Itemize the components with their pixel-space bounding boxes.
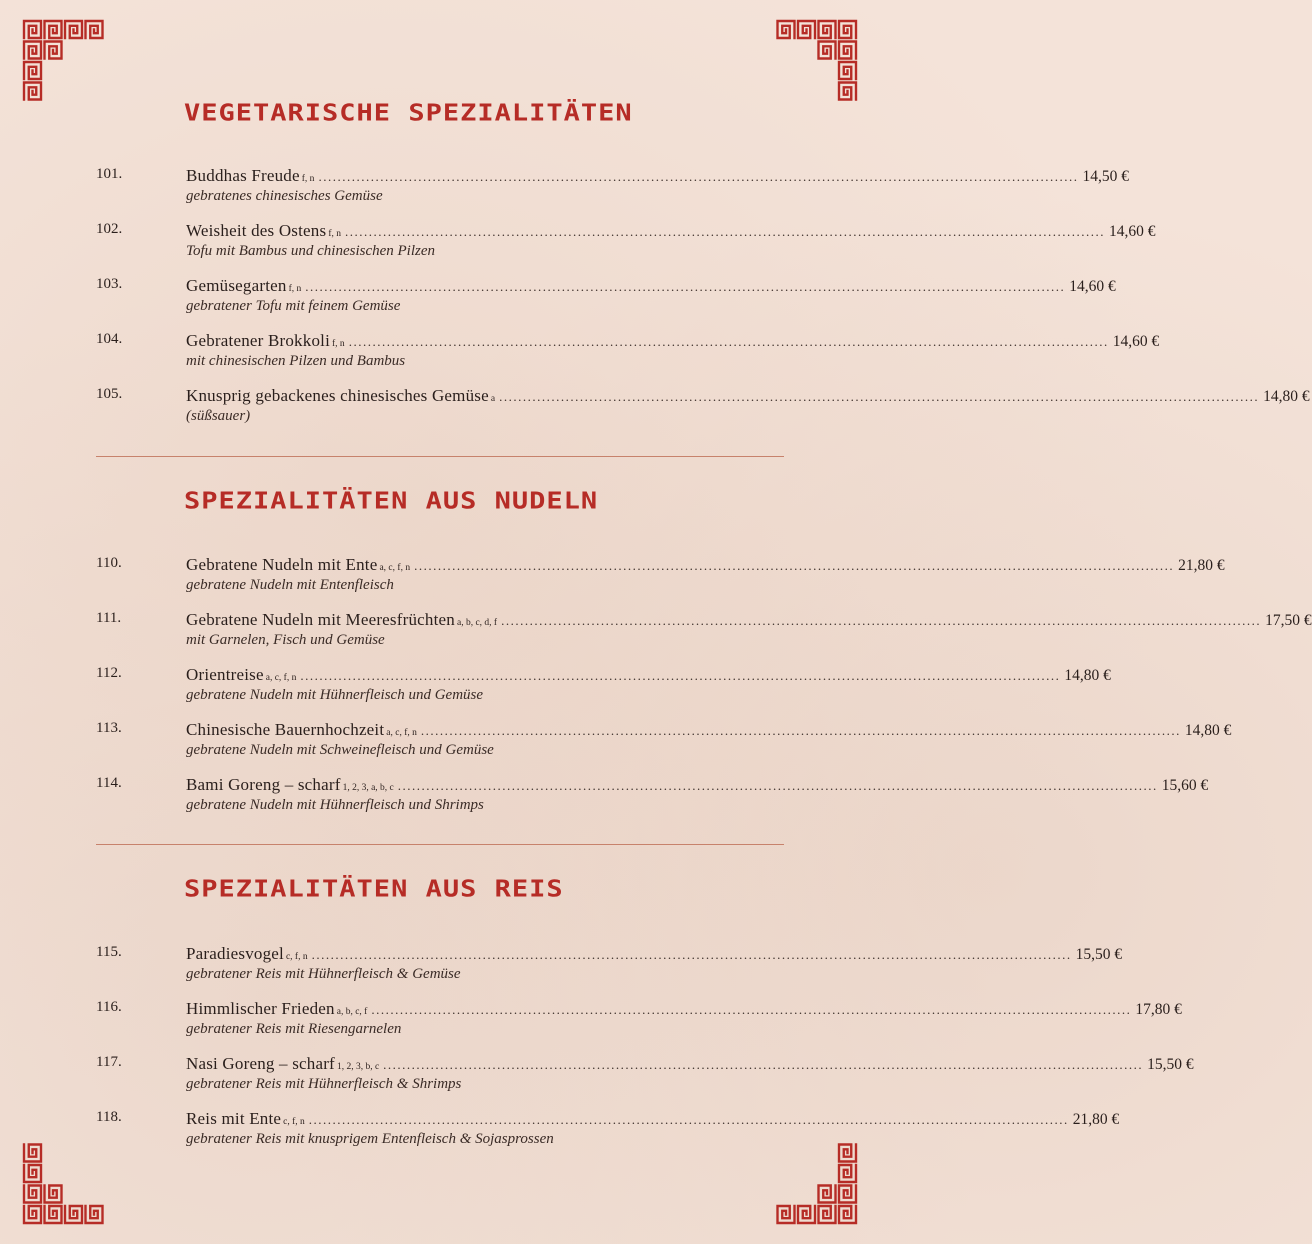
item-number: 114. [96, 775, 122, 791]
item-name: Orientreise [186, 665, 264, 684]
item-line: Himmlischer Frieden a, b, c, f ................................................................................................................................................................ 17,80 € [186, 999, 1182, 1018]
menu-item [96, 1109, 1120, 1164]
dot-leader: ................................................................................................................................................................ [318, 169, 1079, 184]
menu-section-vegetarian [96, 166, 1310, 441]
item-line: Gebratene Nudeln mit Meeresfrüchten a, b, c, d, f ................................................................................................................................................................ 17,50 € [186, 610, 1312, 629]
item-name: Gebratene Nudeln mit Ente [186, 555, 378, 574]
item-line: Buddhas Freude f, n ................................................................................................................................................................ 14,50 € [186, 166, 1129, 185]
item-price: 14,60 € [1108, 223, 1156, 240]
section-title-noodles: SPEZIALITÄTEN AUS NUDELN [184, 488, 599, 515]
item-name: Bami Goreng – scharf [186, 775, 341, 794]
menu-item [96, 775, 1209, 830]
item-line: Gebratene Nudeln mit Ente a, c, f, n ................................................................................................................................................................ 21,80 € [186, 555, 1225, 574]
item-description: gebratener Reis mit Hühnerfleisch & Gemüse [186, 966, 461, 982]
dot-leader: ................................................................................................................................................................ [305, 279, 1066, 294]
item-number: 104. [96, 331, 123, 347]
dot-leader: ................................................................................................................................................................ [300, 668, 1061, 683]
item-number: 102. [96, 221, 123, 237]
item-line: Bami Goreng – scharf 1, 2, 3, a, b, c ................................................................................................................................................................ 15,60 € [186, 775, 1209, 794]
item-name: Himmlischer Frieden [186, 999, 335, 1018]
item-number: 116. [96, 999, 122, 1015]
dot-leader: ................................................................................................................................................................ [348, 334, 1109, 349]
item-price: 14,80 € [1064, 667, 1111, 684]
dot-leader: ................................................................................................................................................................ [501, 613, 1262, 628]
item-description: gebratener Reis mit knusprigem Entenfleisch & Sojasprossen [186, 1131, 554, 1147]
item-number: 118. [96, 1109, 122, 1125]
greek-key-icon [776, 1143, 858, 1225]
menu-item [96, 610, 1312, 665]
dot-leader: ................................................................................................................................................................ [344, 224, 1105, 239]
item-name: Gebratene Nudeln mit Meeresfrüchten [186, 610, 455, 629]
item-price: 21,80 € [1178, 557, 1225, 574]
item-description: gebratener Tofu mit feinem Gemüse [186, 298, 401, 314]
item-price: 17,80 € [1135, 1001, 1182, 1018]
item-name: Knusprig gebackenes chinesisches Gemüse [186, 386, 489, 405]
item-number: 103. [96, 276, 123, 292]
dot-leader: ................................................................................................................................................................ [383, 1057, 1144, 1072]
item-price: 15,50 € [1075, 946, 1123, 963]
item-price: 17,50 € [1265, 612, 1312, 629]
menu-item [96, 331, 1160, 386]
item-number: 105. [96, 386, 123, 402]
item-line: Knusprig gebackenes chinesisches Gemüse a ................................................................................................................................................................ 14,80 € [186, 386, 1310, 405]
item-price: 14,50 € [1082, 168, 1129, 185]
item-description: gebratene Nudeln mit Entenfleisch [186, 577, 394, 593]
menu-item [96, 944, 1123, 999]
menu-item [96, 386, 1310, 441]
item-name: Paradiesvogel [186, 944, 284, 963]
item-number: 112. [96, 665, 122, 681]
section-title-rice: SPEZIALITÄTEN AUS REIS [184, 876, 564, 903]
item-line: Gemüsegarten f, n ................................................................................................................................................................ 14,60 € [186, 276, 1116, 295]
dot-leader: ................................................................................................................................................................ [420, 723, 1181, 738]
item-description: gebratener Reis mit Hühnerfleisch & Shrimps [186, 1076, 462, 1092]
section-title-vegetarian: VEGETARISCHE SPEZIALITÄTEN [184, 100, 633, 127]
dot-leader: ................................................................................................................................................................ [499, 389, 1260, 404]
dot-leader: ................................................................................................................................................................ [311, 947, 1072, 962]
item-number: 101. [96, 166, 123, 182]
item-name: Buddhas Freude [186, 166, 300, 185]
item-line: Paradiesvogel c, f, n ................................................................................................................................................................ 15,50 € [186, 944, 1123, 963]
item-name: Reis mit Ente [186, 1109, 282, 1128]
dot-leader: ................................................................................................................................................................ [371, 1002, 1132, 1017]
menu-item [96, 221, 1156, 276]
menu-item [96, 555, 1225, 610]
item-price: 14,60 € [1112, 333, 1160, 350]
greek-key-icon [22, 19, 104, 101]
item-description: mit Garnelen, Fisch und Gemüse [186, 632, 385, 648]
dot-leader: ................................................................................................................................................................ [414, 558, 1175, 573]
section-divider [96, 844, 784, 845]
item-number: 115. [96, 944, 122, 960]
dot-leader: ................................................................................................................................................................ [397, 778, 1158, 793]
item-description: mit chinesischen Pilzen und Bambus [186, 353, 406, 369]
item-name: Chinesische Bauernhochzeit [186, 720, 385, 739]
item-description: gebratenes chinesisches Gemüse [186, 188, 383, 204]
item-number: 110. [96, 555, 122, 571]
item-description: Tofu mit Bambus und chinesischen Pilzen [186, 243, 436, 259]
item-number: 117. [96, 1054, 122, 1070]
menu-item [96, 1054, 1194, 1109]
greek-key-icon [776, 19, 858, 101]
item-price: 14,80 € [1263, 388, 1310, 405]
menu-item [96, 166, 1129, 221]
item-description: gebratene Nudeln mit Hühnerfleisch und Shrimps [186, 797, 484, 813]
menu-item [96, 665, 1111, 720]
menu-item [96, 999, 1182, 1054]
item-line: Gebratener Brokkoli f, n ................................................................................................................................................................ 14,60 € [186, 331, 1160, 350]
item-line: Nasi Goreng – scharf 1, 2, 3, b, c ................................................................................................................................................................ 15,50 € [186, 1054, 1194, 1073]
item-line: Orientreise a, c, f, n ................................................................................................................................................................ 14,80 € [186, 665, 1111, 684]
item-name: Weisheit des Ostens [186, 221, 327, 240]
menu-section-noodles [96, 555, 1312, 830]
item-number: 111. [96, 610, 122, 626]
item-line: Weisheit des Ostens f, n ................................................................................................................................................................ 14,60 € [186, 221, 1156, 240]
greek-key-icon [22, 1143, 104, 1225]
item-name: Gemüsegarten [186, 276, 287, 295]
menu-item [96, 720, 1232, 775]
item-price: 14,60 € [1069, 278, 1116, 295]
item-description: gebratener Reis mit Riesengarnelen [186, 1021, 402, 1037]
section-divider [96, 456, 784, 457]
item-price: 15,50 € [1147, 1056, 1194, 1073]
item-price: 14,80 € [1184, 722, 1232, 739]
dot-leader: ................................................................................................................................................................ [308, 1112, 1069, 1127]
item-description: gebratene Nudeln mit Hühnerfleisch und Gemüse [186, 687, 484, 703]
item-line: Reis mit Ente c, f, n ................................................................................................................................................................ 21,80 € [186, 1109, 1120, 1128]
item-price: 15,60 € [1161, 777, 1209, 794]
item-name: Nasi Goreng – scharf [186, 1054, 335, 1073]
item-description: (süßsauer) [186, 408, 251, 424]
item-line: Chinesische Bauernhochzeit a, c, f, n ................................................................................................................................................................ 14,80 € [186, 720, 1232, 739]
item-price: 21,80 € [1072, 1111, 1120, 1128]
menu-section-rice [96, 944, 1194, 1164]
item-name: Gebratener Brokkoli [186, 331, 331, 350]
item-number: 113. [96, 720, 122, 736]
item-description: gebratene Nudeln mit Schweinefleisch und Gemüse [186, 742, 494, 758]
menu-item [96, 276, 1116, 331]
